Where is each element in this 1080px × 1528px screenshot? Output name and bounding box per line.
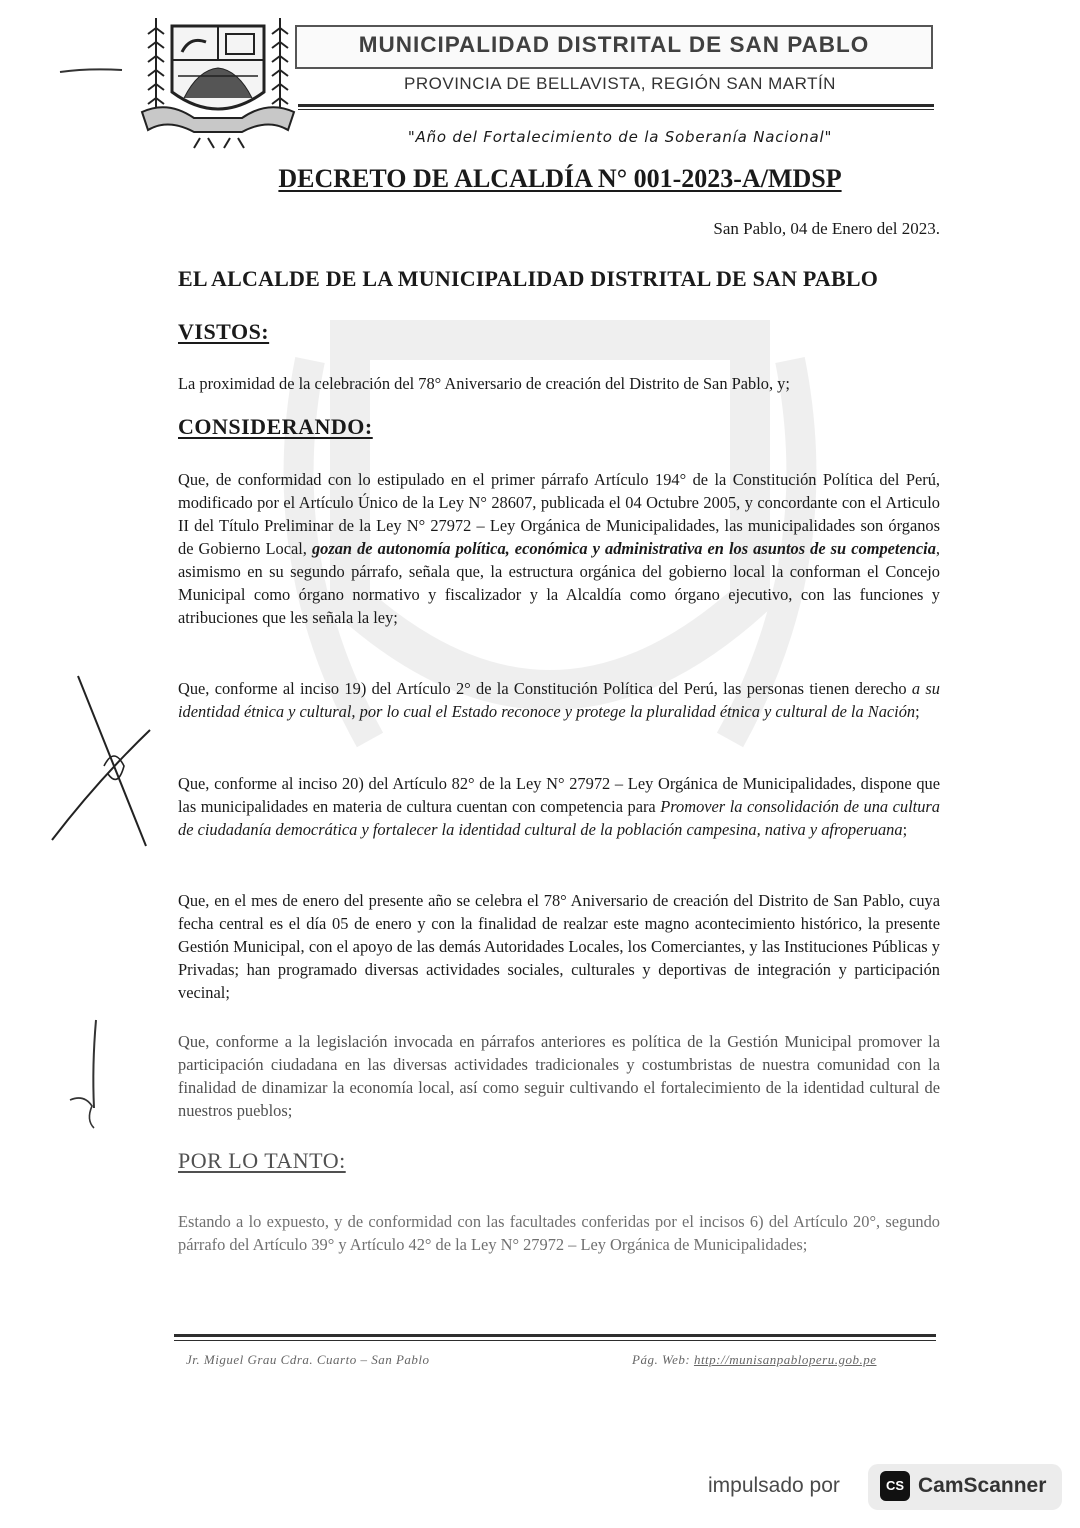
footer-address: Jr. Miguel Grau Cdra. Cuarto – San Pablo	[186, 1352, 430, 1367]
autonomy-emphasis: gozan de autonomía política, económica y administrativa en los asuntos de su competencia	[311, 539, 936, 558]
por-lo-tanto-text: Estando a lo expuesto, y de conformidad con las facultades conferidas por el incisos 6) del Artículo 20°, segundo párrafo del Artículo 39° y Artículo 42° de la Ley N° 27972 – Ley Orgánica de Municipalidades;	[178, 1212, 940, 1254]
vistos-text: La proximidad de la celebración del 78° Aniversario de creación del Distrito de San Pablo, y;	[178, 374, 790, 393]
footer-rule	[174, 1334, 936, 1337]
margin-signature	[48, 670, 158, 850]
considerando-paragraph-1: Que, de conformidad con lo estipulado en el primer párrafo Artículo 194° de la Constitución Política del Perú, modificado por el Artículo Único de la Ley N° 28607, publicada el 04 Octubre 2005, y concordante con el Articulo II del Título Preliminar de la Ley N° 27972 – Ley Orgánica de Municipalidades, las municipalidades son órganos de Gobierno Local, gozan de autonomía política, económica y administrativa en los asuntos de su competencia, asimismo en su segundo párrafo, señala que, la estructura orgánica del gobierno local la conforman el Concejo Municipal como órgano normativo y fiscalizador y la Alcaldía como órgano ejecutivo, con las funciones y atribuciones que les señala la ley;	[178, 470, 940, 627]
year-motto: "Año del Fortalecimiento de la Soberanía Nacional"	[407, 128, 833, 146]
municipal-crest-logo	[138, 8, 298, 150]
considerando-heading: CONSIDERANDO:	[178, 414, 373, 439]
law-quote: Promover la consolidación de una cultura de ciudadanía democrática y fortalecer la identidad cultural de la población campesina, nativa y afroperuana	[178, 797, 940, 839]
considerando-paragraph-3: Que, conforme al inciso 20) del Artículo 82° de la Ley N° 27972 – Ley Orgánica de Municipalidades, dispone que las municipalidades en materia de cultura cuentan con competencia para Promover la consolidación de una cultura de ciudadanía democrática y fortalecer la identidad cultural de la población campesina, nativa y afroperuana;	[178, 774, 940, 839]
header-rule-thin	[298, 109, 934, 110]
scanner-badge-prefix: impulsado por	[708, 1474, 840, 1497]
considerando-paragraph-2: Que, conforme al inciso 19) del Artículo 2° de la Constitución Política del Perú, las personas tienen derecho a su identidad étnica y cultural, por lo cual el Estado reconoce y protege la pluralidad étnica y cultural de la Nación;	[178, 679, 940, 721]
website-link[interactable]: http://munisanpabloperu.gob.pe	[693, 1352, 877, 1367]
considerando-paragraph-4: Que, en el mes de enero del presente año se celebra el 78° Aniversario de creación del Distrito de San Pablo, cuya fecha central es el día 05 de enero y con la finalidad de realzar este magno acontecimiento histórico, la presente Gestión Municipal, con el apoyo de las demás Autoridades Locales, los Comerciantes, y las Instituciones Públicas y Privadas; han programado diversas actividades sociales, culturales y deportivas de integración y participación vecinal;	[178, 891, 940, 1002]
municipality-name: MUNICIPALIDAD DISTRITAL DE SAN PABLO	[358, 32, 870, 57]
footer-rule-thin	[174, 1340, 936, 1341]
por-lo-tanto-heading: POR LO TANTO:	[178, 1148, 346, 1173]
margin-initial-mark	[66, 1016, 106, 1136]
considerando-paragraph-5: Que, conforme a la legislación invocada en párrafos anteriores es política de la Gestión Municipal promover la participación ciudadana en las diversas actividades tradicionales y costumbristas de nuestra comunidad con la finalidad de dinamizar la economía local, así como seguir cultivando el fortalecimiento de la identidad cultural de nuestros pueblos;	[178, 1032, 940, 1120]
camscanner-logo-icon: CS	[880, 1471, 910, 1501]
province-region: PROVINCIA DE BELLAVISTA, REGIÓN SAN MARTÍN	[404, 74, 836, 93]
issuing-authority: EL ALCALDE DE LA MUNICIPALIDAD DISTRITAL DE SAN PABLO	[178, 266, 879, 291]
place-date: San Pablo, 04 de Enero del 2023.	[713, 219, 940, 238]
decree-title: DECRETO DE ALCALDÍA N° 001-2023-A/MDSP	[278, 164, 842, 193]
footer-website: Pág. Web: http://munisanpabloperu.gob.pe	[632, 1352, 877, 1367]
margin-pen-mark	[58, 60, 128, 80]
camscanner-name: CamScanner	[918, 1474, 1047, 1497]
vistos-heading: VISTOS:	[178, 319, 270, 344]
constitution-quote: a su identidad étnica y cultural, por lo cual el Estado reconoce y protege la pluralidad étnica y cultural de la Nación	[178, 679, 940, 721]
header-rule	[298, 104, 934, 107]
